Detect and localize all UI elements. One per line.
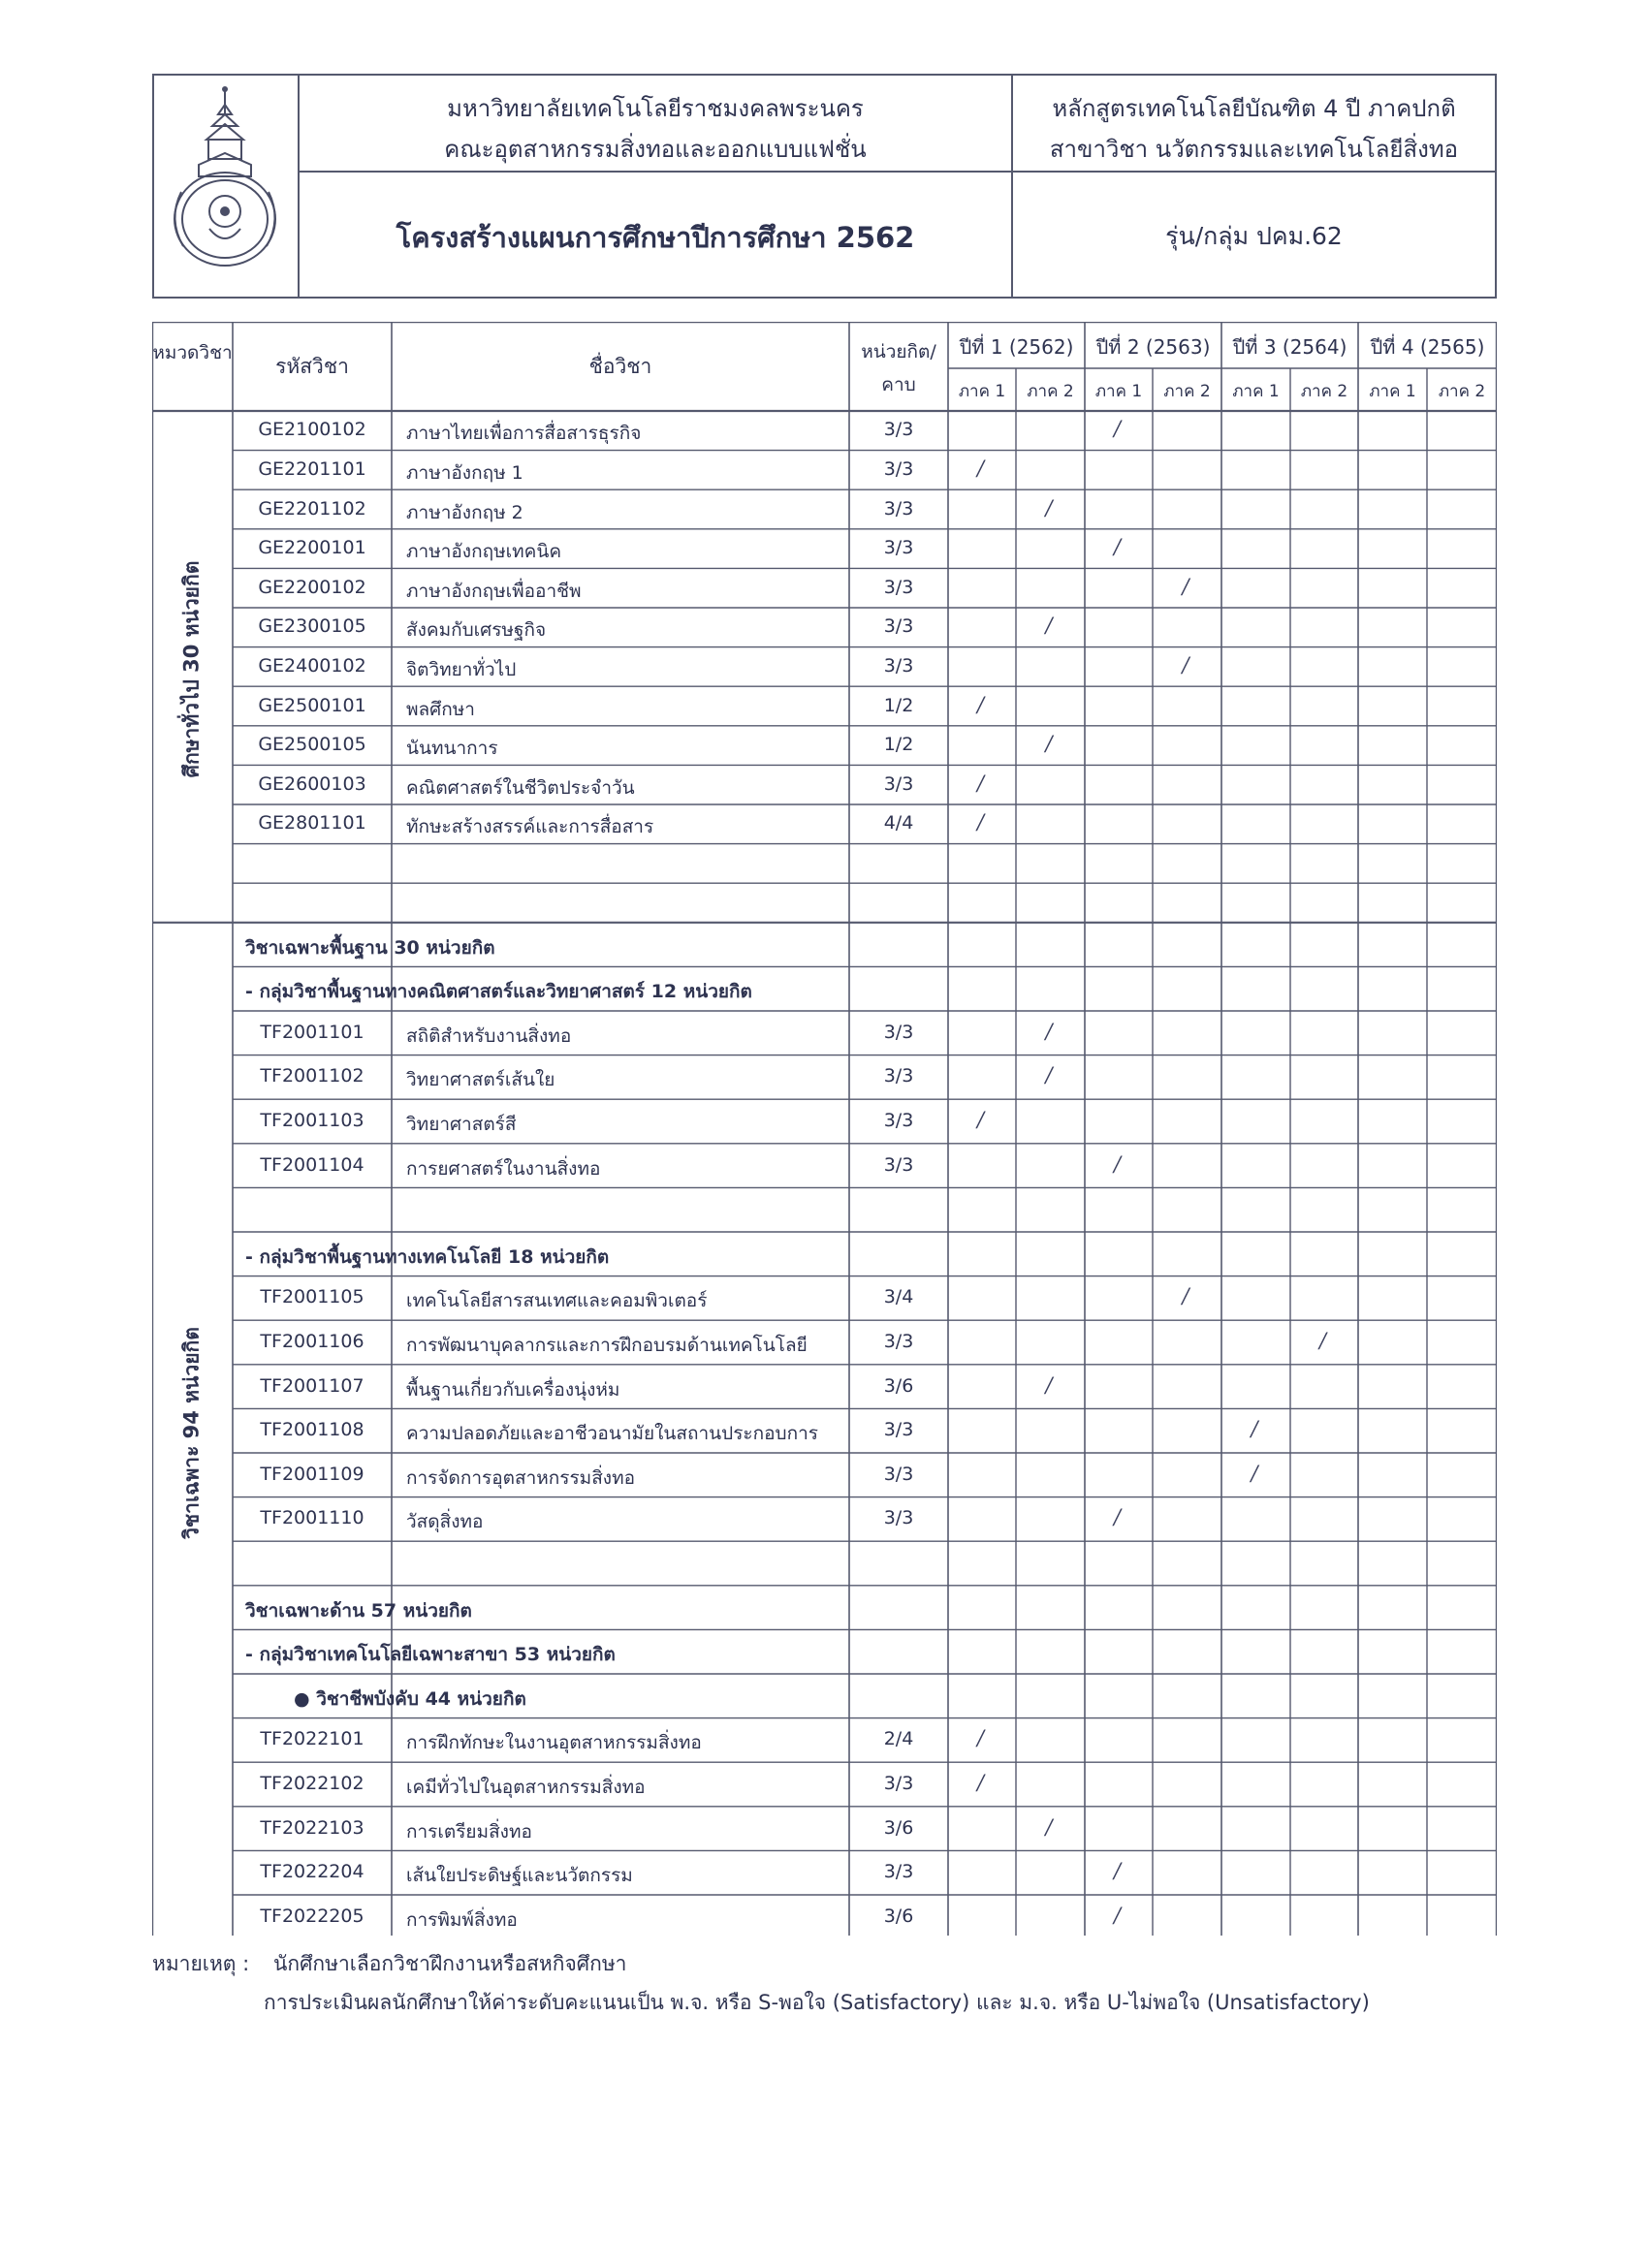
term-check-mark: / <box>1251 1417 1258 1441</box>
course-code: GE2201102 <box>258 497 366 520</box>
course-code: GE2200102 <box>258 576 366 598</box>
term-check-mark: / <box>1251 1461 1258 1485</box>
course-code: GE2801101 <box>258 812 366 835</box>
course-credits: 3/6 <box>883 1905 914 1927</box>
course-credits: 3/3 <box>883 1153 914 1176</box>
term-check-mark: / <box>1045 1063 1053 1087</box>
term-check-mark: / <box>977 1108 985 1131</box>
course-name: พลศึกษา <box>406 698 475 720</box>
course-code: TF2022204 <box>260 1861 364 1883</box>
course-name: พื้นฐานเกี่ยวกับเครื่องนุ่งห่ม <box>406 1378 620 1401</box>
course-code: TF2001104 <box>260 1153 364 1176</box>
course-credits: 3/3 <box>883 457 914 480</box>
course-code: GE2200101 <box>258 537 366 559</box>
course-code: TF2001106 <box>260 1331 364 1352</box>
course-name: ภาษาอังกฤษ 1 <box>406 461 523 484</box>
course-name: การเตรียมสิ่งทอ <box>406 1820 532 1843</box>
course-code: TF2001103 <box>260 1110 364 1131</box>
header-name: ชื่อวิชา <box>588 355 652 378</box>
course-credits: 4/4 <box>883 812 914 835</box>
course-code: TF2022102 <box>260 1773 364 1794</box>
course-credits: 3/3 <box>883 1110 914 1131</box>
term-check-mark: / <box>1045 1372 1053 1397</box>
notes-label: หมายเหตุ : <box>152 1952 250 1975</box>
section-heading: วิชาเฉพาะพื้นฐาน 30 หน่วยกิต <box>245 936 495 959</box>
term-check-mark: / <box>977 1726 985 1750</box>
course-code: TF2001105 <box>260 1286 364 1308</box>
header-year-1: ปีที่ 1 (2562) <box>959 335 1074 359</box>
course-code: GE2600103 <box>258 772 366 795</box>
course-credits: 3/3 <box>883 1861 914 1883</box>
course-name: วิทยาศาสตร์สี <box>406 1114 517 1135</box>
program-name: หลักสูตรเทคโนโลยีบัณฑิต 4 ปี ภาคปกติ <box>1052 95 1456 122</box>
header-term-6: ภาค 2 <box>1300 382 1348 401</box>
course-name: ภาษาไทยเพื่อการสื่อสารธุรกิจ <box>406 423 642 445</box>
term-check-mark: / <box>1114 1505 1122 1529</box>
header-credits: หน่วยกิต/คาบ <box>861 341 936 395</box>
university-name: มหาวิทยาลัยเทคโนโลยีราชมงคลพระนคร <box>447 95 864 122</box>
group-label-general: ศึกษาทั่วไป 30 หน่วยกิต <box>179 560 204 778</box>
cohort-cell <box>1013 173 1495 297</box>
course-credits: 3/3 <box>883 1331 914 1352</box>
course-name: คณิตศาสตร์ในชีวิตประจำวัน <box>406 776 635 799</box>
header-term-2: ภาค 2 <box>1027 382 1074 401</box>
course-credits: 3/3 <box>883 1065 914 1087</box>
course-code: TF2001101 <box>260 1021 364 1043</box>
course-name: ภาษาอังกฤษเพื่ออาชีพ <box>406 580 582 602</box>
term-check-mark: / <box>1045 495 1053 520</box>
course-credits: 3/3 <box>883 419 914 441</box>
university-emblem-icon <box>154 76 296 293</box>
course-name: เทคโนโลยีสารสนเทศและคอมพิวเตอร์ <box>406 1290 708 1312</box>
notes-line-1: นักศึกษาเลือกวิชาฝึกงานหรือสหกิจศึกษา <box>273 1952 627 1975</box>
course-code: GE2201101 <box>258 457 366 480</box>
course-credits: 3/3 <box>883 1419 914 1441</box>
term-check-mark: / <box>1045 1814 1053 1839</box>
course-credits: 3/3 <box>883 1773 914 1794</box>
course-name: ทักษะสร้างสรรค์และการสื่อสาร <box>406 816 654 838</box>
course-credits: 3/6 <box>883 1374 914 1397</box>
institution-cell <box>300 76 1013 173</box>
header-block <box>152 74 1497 299</box>
faculty-name: คณะอุตสาหกรรมสิ่งทอและออกแบบแฟชั่น <box>444 136 867 163</box>
title-cell <box>300 173 1013 297</box>
term-check-mark: / <box>1114 1859 1122 1883</box>
term-check-mark: / <box>1114 1903 1122 1927</box>
course-credits: 3/3 <box>883 615 914 638</box>
course-name: การพิมพ์สิ่งทอ <box>406 1908 518 1931</box>
course-name: จิตวิทยาทั่วไป <box>406 658 517 680</box>
course-name: เคมีทั่วไปในอุตสาหกรรมสิ่งทอ <box>406 1777 646 1798</box>
course-credits: 3/4 <box>883 1286 914 1308</box>
header-term-1: ภาค 1 <box>958 382 1006 401</box>
term-check-mark: / <box>1114 1151 1122 1176</box>
course-credits: 3/3 <box>883 772 914 795</box>
logo-cell <box>154 76 300 297</box>
course-code: GE2400102 <box>258 654 366 677</box>
term-check-mark: / <box>1182 652 1189 677</box>
course-code: TF2001109 <box>260 1463 364 1485</box>
header-term-7: ภาค 1 <box>1369 382 1416 401</box>
document-title: โครงสร้างแผนการศึกษาปีการศึกษา 2562 <box>396 221 915 254</box>
course-code: TF2022205 <box>260 1905 364 1927</box>
section-heading: - กลุ่มวิชาพื้นฐานทางคณิตศาสตร์และวิทยาศาสตร์ 12 หน่วยกิต <box>245 981 752 1003</box>
course-credits: 1/2 <box>883 734 914 756</box>
course-credits: 3/6 <box>883 1816 914 1839</box>
term-check-mark: / <box>977 1771 985 1794</box>
section-heading: - กลุ่มวิชาพื้นฐานทางเทคโนโลยี 18 หน่วยกิต <box>245 1245 610 1268</box>
term-check-mark: / <box>977 771 985 795</box>
course-name: นันทนาการ <box>406 738 498 760</box>
course-name: การจัดการอุตสาหกรรมสิ่งทอ <box>406 1466 636 1489</box>
course-credits: 1/2 <box>883 694 914 716</box>
course-name: สังคมกับเศรษฐกิจ <box>406 619 547 642</box>
term-check-mark: / <box>977 456 985 480</box>
course-code: TF2001108 <box>260 1419 364 1441</box>
course-credits: 3/3 <box>883 497 914 520</box>
group-label-specific: วิชาเฉพาะ 94 หน่วยกิต <box>179 1327 204 1540</box>
course-name: การพัฒนาบุคลากรและการฝึกอบรมด้านเทคโนโลยี <box>406 1335 808 1356</box>
major-name: สาขาวิชา นวัตกรรมและเทคโนโลยีสิ่งทอ <box>1049 136 1459 163</box>
course-credits: 3/3 <box>883 1463 914 1485</box>
course-table <box>152 322 1497 1936</box>
header-code: รหัสวิชา <box>275 355 349 378</box>
course-code: TF2022101 <box>260 1728 364 1750</box>
section-heading: ● วิชาชีพบังคับ 44 หน่วยกิต <box>294 1687 526 1710</box>
header-year-3: ปีที่ 3 (2564) <box>1232 335 1347 359</box>
course-name: การยศาสตร์ในงานสิ่งทอ <box>406 1157 601 1180</box>
course-code: GE2500105 <box>258 734 366 756</box>
course-name: เส้นใยประดิษฐ์และนวัตกรรม <box>406 1865 633 1887</box>
course-name: ความปลอดภัยและอาชีวอนามัยในสถานประกอบการ <box>406 1423 818 1445</box>
course-code: GE2100102 <box>258 419 366 441</box>
header-year-2: ปีที่ 2 (2563) <box>1095 335 1211 359</box>
course-code: TF2001102 <box>260 1065 364 1087</box>
course-code: TF2022103 <box>260 1816 364 1839</box>
course-code: TF2001107 <box>260 1374 364 1397</box>
header-term-4: ภาค 2 <box>1163 382 1211 401</box>
course-name: การฝึกทักษะในงานอุตสาหกรรมสิ่งทอ <box>406 1732 702 1754</box>
program-cell <box>1013 76 1495 173</box>
term-check-mark: / <box>977 692 985 716</box>
term-check-mark: / <box>1045 614 1053 638</box>
course-name: วิทยาศาสตร์เส้นใย <box>406 1069 555 1091</box>
term-check-mark: / <box>1114 417 1122 441</box>
section-heading: - กลุ่มวิชาเทคโนโลยีเฉพาะสาขา 53 หน่วยกิต <box>245 1644 616 1666</box>
term-check-mark: / <box>1182 1284 1189 1308</box>
course-credits: 2/4 <box>883 1728 914 1750</box>
header-category: หมวดวิชา <box>152 342 233 363</box>
course-credits: 3/3 <box>883 1507 914 1529</box>
course-code: TF2001110 <box>260 1507 364 1529</box>
header-term-8: ภาค 2 <box>1438 382 1486 401</box>
course-credits: 3/3 <box>883 537 914 559</box>
term-check-mark: / <box>977 810 985 835</box>
cohort-label: รุ่น/กลุ่ม ปคม.62 <box>1165 222 1343 250</box>
header-term-5: ภาค 1 <box>1232 382 1280 401</box>
course-credits: 3/3 <box>883 1021 914 1043</box>
term-check-mark: / <box>1045 1019 1053 1043</box>
course-name: ภาษาอังกฤษเทคนิค <box>406 541 562 563</box>
course-credits: 3/3 <box>883 576 914 598</box>
term-check-mark: / <box>1319 1329 1327 1352</box>
notes-line-2: การประเมินผลนักศึกษาให้ค่าระดับคะแนนเป็น พ.จ. หรือ S-พอใจ (Satisfactory) และ ม.จ. หรือ U-ไม่พอใจ (Unsatisfactory) <box>264 1991 1370 2014</box>
course-name: ภาษาอังกฤษ 2 <box>406 501 523 523</box>
course-name: สถิติสำหรับงานสิ่งทอ <box>406 1024 572 1047</box>
course-credits: 3/3 <box>883 654 914 677</box>
section-heading: วิชาเฉพาะด้าน 57 หน่วยกิต <box>245 1599 472 1622</box>
course-code: GE2500101 <box>258 694 366 716</box>
header-term-3: ภาค 1 <box>1094 382 1143 401</box>
header-year-4: ปีที่ 4 (2565) <box>1370 335 1485 359</box>
term-check-mark: / <box>1182 574 1189 598</box>
course-name: วัสดุสิ่งทอ <box>406 1511 484 1533</box>
term-check-mark: / <box>1045 732 1053 756</box>
course-code: GE2300105 <box>258 615 366 638</box>
term-check-mark: / <box>1114 535 1122 559</box>
